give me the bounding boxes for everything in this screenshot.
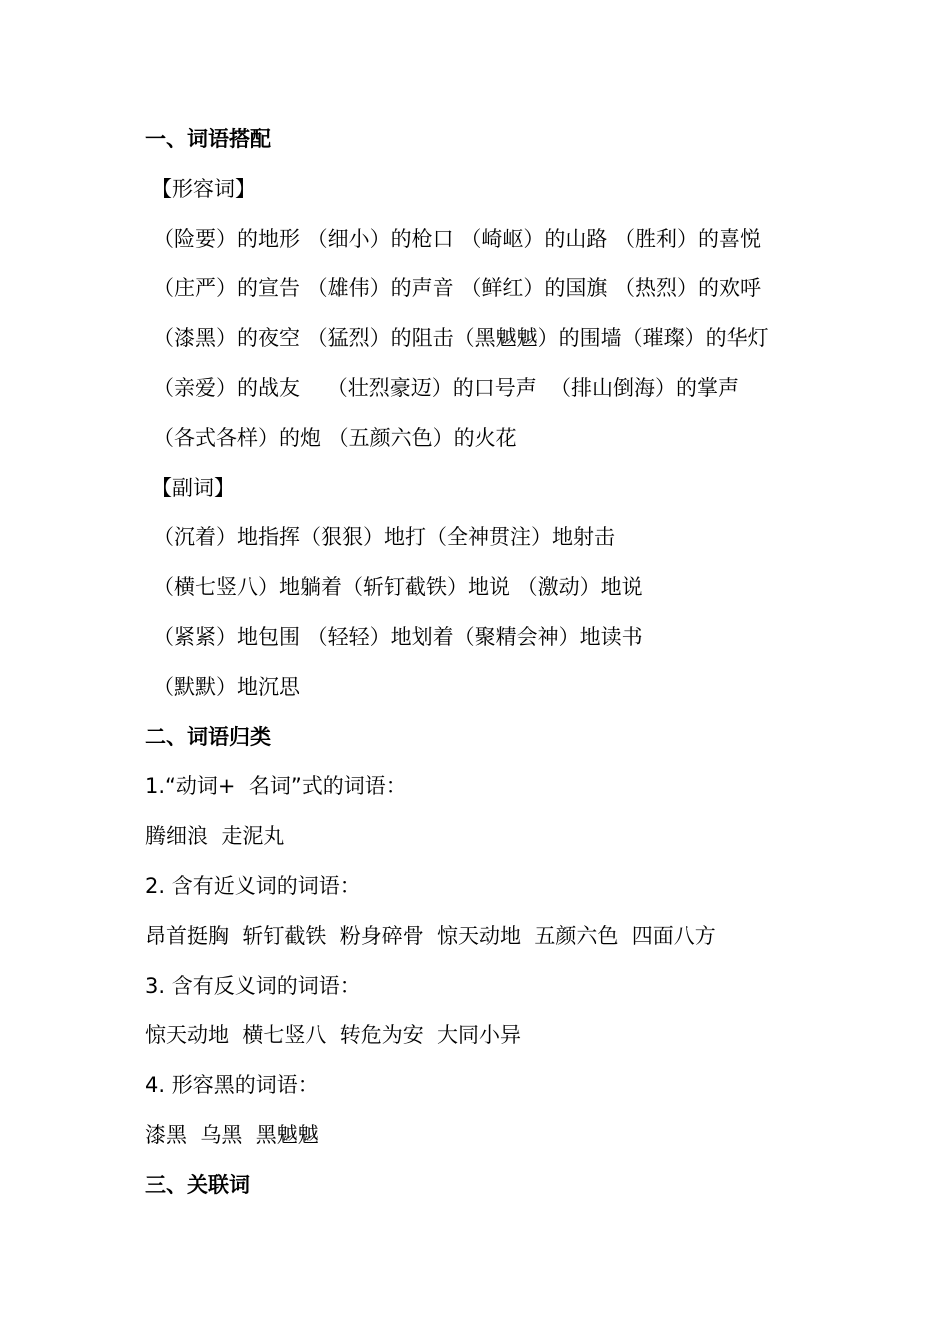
group-1-words: 腾细浪 走泥丸 [145,824,285,849]
section-1-title: 一、词语搭配 [145,127,271,151]
group-2-label: 2. 含有近义词的词语： [145,873,361,898]
group-4-label: 4. 形容黑的词语： [145,1073,319,1098]
adjective-line-3: （漆黑）的夜空 （猛烈）的阻击（黑魆魆）的围墙（璀璨）的华灯 [153,326,769,351]
adverb-line-4: （默默）地沉思 [153,674,300,699]
section-3-title: 三、关联词 [145,1172,250,1197]
adverb-line-1: （沉着）地指挥（狠狠）地打（全神贯注）地射击 [153,525,615,550]
adverb-line-3: （紧紧）地包围 （轻轻）地划着（聚精会神）地读书 [153,624,643,649]
adverb-line-2: （横七竖八）地躺着（斩钉截铁）地说 （激动）地说 [153,575,643,600]
adjective-label: 【形容词】 [151,176,256,201]
group-1-label: 1.“动词+ 名词”式的词语： [145,774,407,799]
group-2-words: 昂首挺胸 斩钉截铁 粉身碎骨 惊天动地 五颜六色 四面八方 [145,923,716,948]
adverb-label: 【副词】 [151,475,235,500]
group-3-words: 惊天动地 横七竖八 转危为安 大同小异 [145,1023,522,1048]
adjective-line-1: （险要）的地形 （细小）的枪口 （崎岖）的山路 （胜利）的喜悦 [153,226,762,251]
group-4-words: 漆黑 乌黑 黑魆魆 [145,1122,319,1147]
document-page [145,115,845,1211]
adjective-line-5: （各式各样）的炮 （五颜六色）的火花 [153,425,517,450]
adjective-line-2: （庄严）的宣告 （雄伟）的声音 （鲜红）的国旗 （热烈）的欢呼 [153,276,762,301]
adjective-line-4: （亲爱）的战友 （壮烈豪迈）的口号声 （排山倒海）的掌声 [153,375,740,400]
group-3-label: 3. 含有反义词的词语： [145,973,361,998]
section-2-title: 二、词语归类 [145,724,271,749]
